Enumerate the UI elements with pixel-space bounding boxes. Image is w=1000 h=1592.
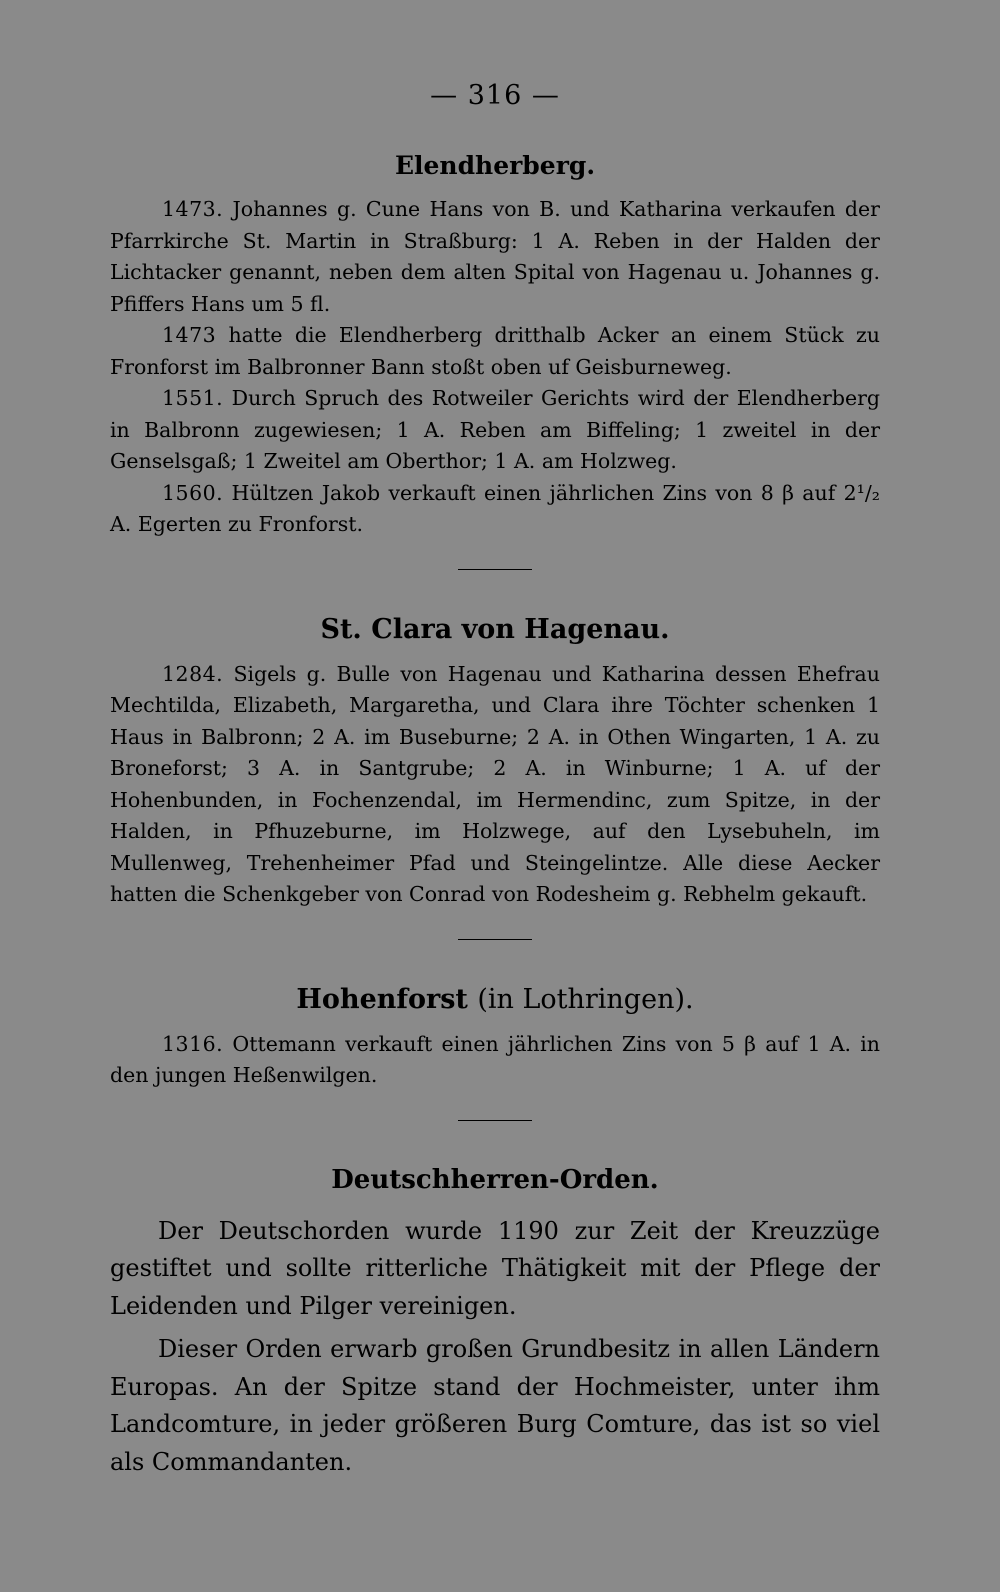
entry-text: Durch Spruch des Rotweiler Gerichts wird der Elendherberg in Balbronn zugewiesen; 1 A. Reben am Biffeling; 1 zweitel in der Genselsgaß; 1 Zweitel am Oberthor; 1 A. am Holzweg. bbox=[110, 386, 880, 473]
section-title-main: Hohenforst bbox=[296, 983, 468, 1015]
paragraph: Dieser Orden erwarb großen Grundbesitz in allen Ländern Europas. An der Spitze stand der Hochmeister, unter ihm Landcomture, in jeder größeren Burg Comture, das ist so viel als Commandanten. bbox=[110, 1335, 880, 1476]
entry-1560 bbox=[110, 478, 880, 541]
page-content bbox=[110, 80, 880, 1481]
entry-text: hatte die Elendherberg dritthalb Acker an einem Stück zu Fronforst im Balbronner Bann stoßt oben uf Geisburneweg. bbox=[110, 323, 880, 379]
paragraph: Der Deutschorden wurde 1190 zur Zeit der Kreuzzüge gestiftet und sollte ritterliche Thätigkeit mit der Pflege der Leidenden und Pilger vereinigen. bbox=[110, 1216, 880, 1320]
section-title bbox=[110, 984, 880, 1015]
section-divider bbox=[458, 939, 532, 940]
entry-text: Johannes g. Cune Hans von B. und Katharina verkaufen der Pfarrkirche St. Martin in Straßburg: 1 A. Reben in der Halden der Lichtacker genannt, neben dem alten Spital von Hagenau u. Johannes g. Pfiffers Hans um 5 fl. bbox=[110, 197, 880, 316]
entry-year: 1473. bbox=[162, 197, 224, 221]
section-divider bbox=[458, 569, 532, 570]
entry-1316 bbox=[110, 1029, 880, 1092]
entry-1284 bbox=[110, 659, 880, 911]
entry-1473-b bbox=[110, 320, 880, 383]
entry-1551 bbox=[110, 383, 880, 478]
section-title: Elendherberg. bbox=[394, 151, 596, 180]
section-title: Deutschherren-Orden. bbox=[331, 1164, 659, 1195]
entry-1473-a bbox=[110, 194, 880, 320]
section-title-note: (in Lothringen). bbox=[477, 983, 694, 1015]
entry-year: 1560. bbox=[162, 480, 224, 505]
entry-text: Hültzen Jakob verkauft einen jährlichen Zins von 8 β auf 2¹/₂ A. Egerten zu Fronforst. bbox=[110, 480, 880, 536]
entry-year: 1284. bbox=[162, 661, 224, 686]
section-title: St. Clara von Hagenau. bbox=[320, 613, 670, 645]
page-number: — 316 — bbox=[430, 80, 560, 111]
entry-text: Ottemann verkauft einen jährlichen Zins von 5 β auf 1 A. in den jungen Heßenwilgen. bbox=[110, 1031, 880, 1087]
section-elendherberg bbox=[110, 151, 880, 541]
entry-year: 1473 bbox=[162, 323, 217, 347]
entry-year: 1551. bbox=[162, 386, 224, 410]
entry-year: 1316. bbox=[162, 1031, 224, 1056]
section-deutschherren-orden bbox=[110, 1165, 880, 1482]
entry-text: Sigels g. Bulle von Hagenau und Katharina dessen Ehefrau Mechtilda, Elizabeth, Margaretha, und Clara ihre Töchter schenken 1 Haus in Balbronn; 2 A. im Buseburne; 2 A. in Othen Wingarten, 1 A. zu Broneforst; 3 A. in Santgrube; 2 A. in Winburne; 1 A. uf der Hohenbunden, in Fochenzendal, im Hermendinc, zum Spitze, in der Halden, in Pfhuzeburne, im Holzwege, auf den Lysebuheln, im Mullenweg, Trehenheimer Pfad und Steingelintze. Alle diese Aecker hatten die Schenkgeber von Conrad von Rodesheim g. Rebhelm gekauft. bbox=[110, 661, 880, 906]
section-divider bbox=[458, 1120, 532, 1121]
section-st-clara bbox=[110, 614, 880, 911]
section-hohenforst bbox=[110, 984, 880, 1092]
